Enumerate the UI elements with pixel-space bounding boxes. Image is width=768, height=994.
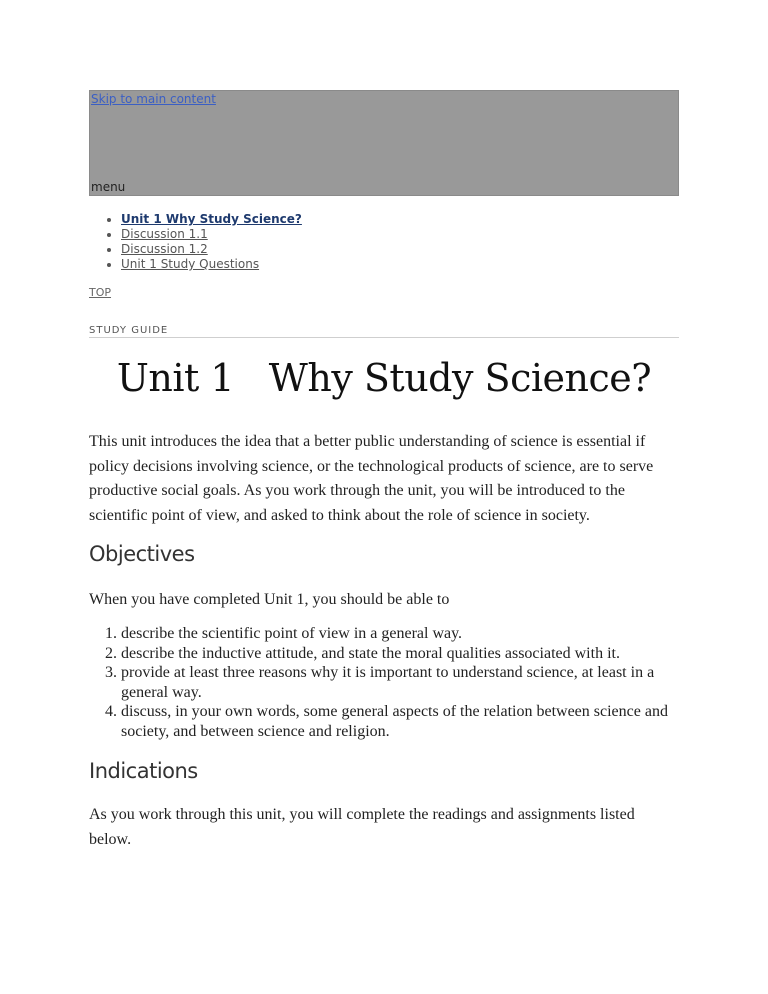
objective-item: 4. discuss, in your own words, some general aspects of the relation between science and society, and between science and religion. — [121, 702, 679, 741]
top-link[interactable]: TOP — [89, 286, 112, 299]
objective-item: 1. describe the scientific point of view in a general way. — [121, 624, 679, 644]
nav-link-unit-1[interactable]: Unit 1 Why Study Science? — [121, 212, 302, 226]
nav-item-unit-1 — [121, 212, 679, 227]
objectives-list — [89, 624, 679, 741]
indications-paragraph: As you work through this unit, you will complete the readings and assignments listed below. — [89, 806, 635, 848]
intro-paragraph: This unit introduces the idea that a better public understanding of science is essential if policy decisions involving science, or the technological products of science, are to serve productive social goals. As you work through the unit, you will be introduced to the scientific point of view, and asked to think about the role of science in society. — [89, 433, 654, 524]
objectives-heading: Objectives — [89, 542, 195, 566]
nav-item-discussion-1-1 — [121, 227, 679, 242]
nav-link-discussion-1-2[interactable]: Discussion 1.2 — [121, 242, 208, 256]
objective-item: 3. provide at least three reasons why it is important to understand science, at least in a general way. — [121, 663, 679, 702]
skip-to-main-link[interactable]: Skip to main content — [91, 92, 216, 106]
menu-button[interactable]: menu — [91, 180, 126, 194]
unit-nav — [89, 212, 679, 272]
section-label: STUDY GUIDE — [89, 325, 679, 338]
site-header — [89, 90, 679, 196]
nav-item-study-questions — [121, 257, 679, 272]
indications-heading: Indications — [89, 759, 198, 783]
nav-link-study-questions[interactable]: Unit 1 Study Questions — [121, 257, 260, 271]
page-title: Unit 1 Why Study Science? — [116, 356, 652, 400]
objectives-lead: When you have completed Unit 1, you should be able to — [89, 591, 450, 608]
objective-item: 2. describe the inductive attitude, and state the moral qualities associated with it. — [121, 644, 679, 664]
nav-link-discussion-1-1[interactable]: Discussion 1.1 — [121, 227, 208, 241]
nav-item-discussion-1-2 — [121, 242, 679, 257]
page-container — [89, 90, 679, 852]
